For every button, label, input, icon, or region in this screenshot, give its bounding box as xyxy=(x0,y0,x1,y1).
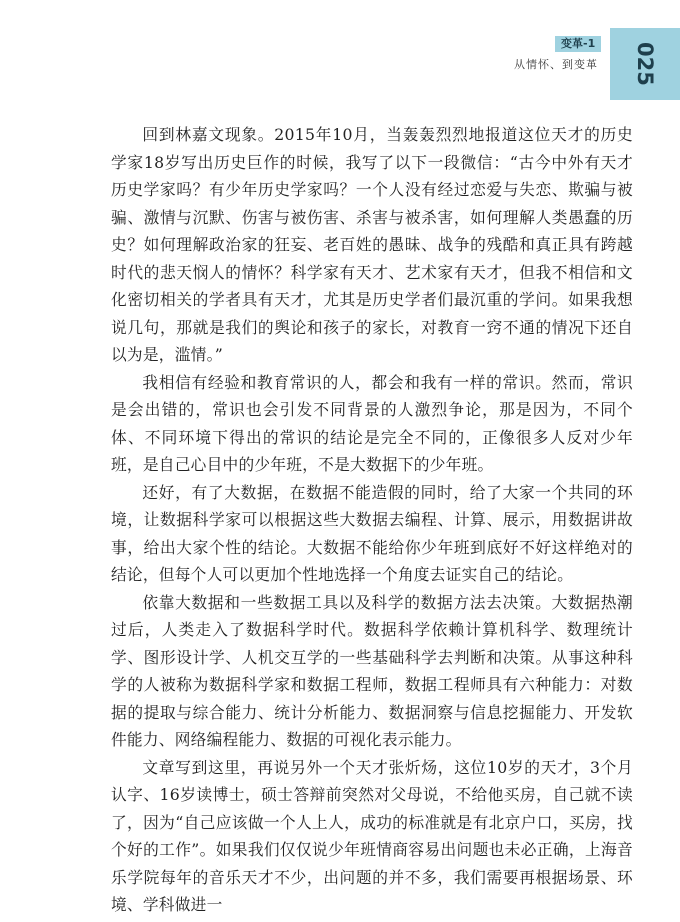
body-text xyxy=(111,121,633,919)
paragraph-data-science: 依靠大数据和一些数据工具以及科学的数据方法去决策。大数据热潮过后，人类走入了数据科学时代。数据科学依赖计算机科学、数理统计学、图形设计学、人机交互学的一些基础科学去判断和决策。从事这种科学的人被称为数据科学家和数据工程师，数据工程师具有六种能力：对数据的提取与综合能力、统计分析能力、数据洞察与信息挖掘能力、开发软件能力、网络编程能力、数据的可视化表示能力。 xyxy=(111,592,633,749)
chapter-subtitle: 从情怀、到变革 xyxy=(514,58,598,71)
paragraph-common-sense: 我相信有经验和教育常识的人，都会和我有一样的常识。然而，常识是会出错的，常识也会引发不同背景的人激烈争论，那是因为，不同个体、不同环境下得出的常识的结论是完全不同的，正像很多人反对少年班，是自己心目中的少年班，不是大数据下的少年班。 xyxy=(111,372,633,474)
page-number: 025 xyxy=(633,42,657,86)
paragraph-lin-jiawen: 回到林嘉文现象。2015年10月，当轰轰烈烈地报道这位天才的历史学家18岁写出历史巨作的时候，我写了以下一段微信：“古今中外有天才历史学家吗？有少年历史学家吗？一个人没有经过恋爱与失恋、欺骗与被骗、激情与沉默、伤害与被伤害、杀害与被杀害，如何理解人类愚蠢的历史？如何理解政治家的狂妄、老百姓的愚昧、战争的残酷和真正具有跨越时代的悲天悯人的情怀？科学家有天才、艺术家有天才，但我不相信和文化密切相关的学者具有天才，尤其是历史学者们最沉重的学问。如果我想说几句，那就是我们的舆论和孩子的家长，对教育一窍不通的情况下还自以为是，滥情。” xyxy=(111,125,633,364)
paragraph-zhang-xinyang: 文章写到这里，再说另外一个天才张炘炀，这位10岁的天才，3个月认字、16岁读博士，硕士答辩前突然对父母说，不给他买房，自己就不读了，因为“自己应该做一个人上人，成功的标准就是有北京户口，买房，找个好的工作”。如果我们仅仅说少年班情商容易出问题也未必正确，上海音乐学院每年的音乐天才不少，出问题的并不多，我们需要再根据场景、环境、学科做进一 xyxy=(111,757,633,914)
chapter-badge: 变革-1 xyxy=(555,36,601,52)
paragraph-big-data: 还好，有了大数据，在数据不能造假的同时，给了大家一个共同的环境，让数据科学家可以根据这些大数据去编程、计算、展示，用数据讲故事，给出大家个性的结论。大数据不能给你少年班到底好不好这样绝对的结论，但每个人可以更加个性地选择一个角度去证实自己的结论。 xyxy=(111,482,633,584)
